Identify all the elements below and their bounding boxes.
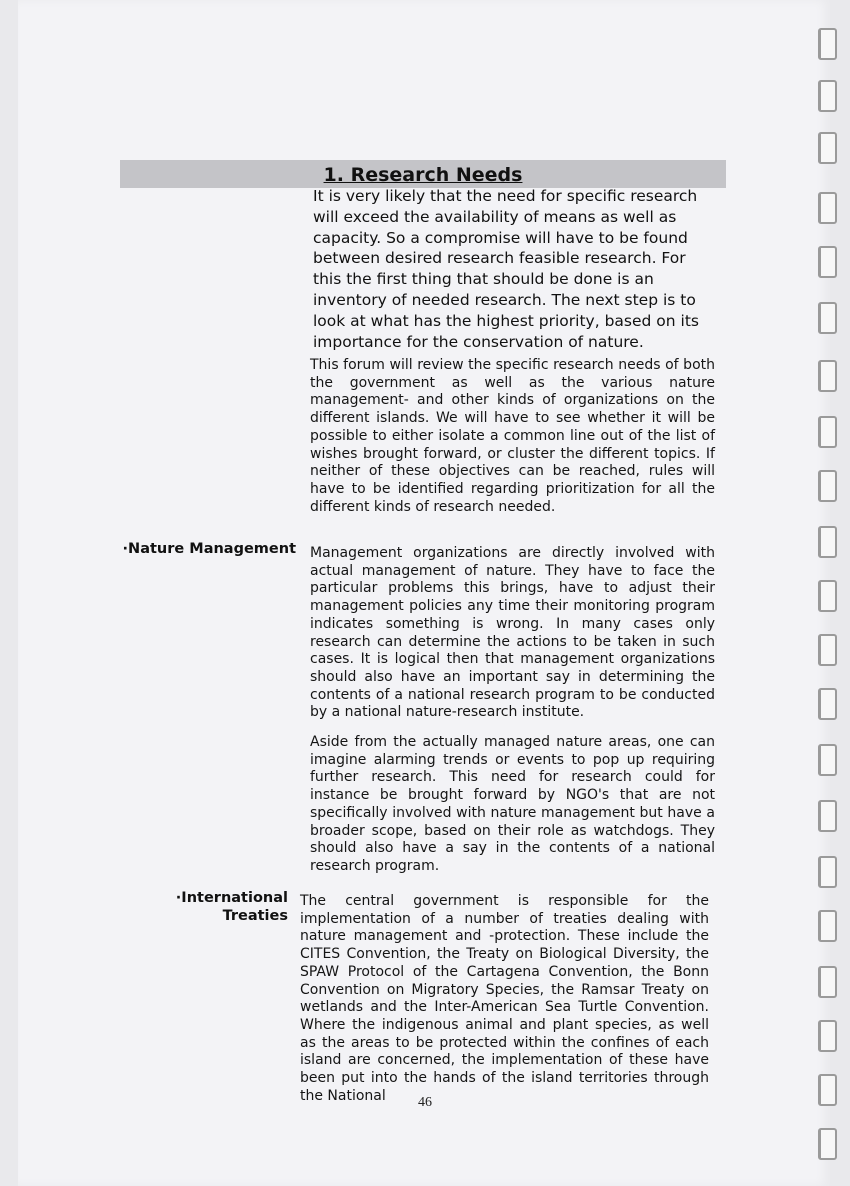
intro-paragraph: It is very likely that the need for specific research will exceed the availability of means as well as capacity. So a compromise will have to be found between desired research feasible research. For this the first thing that should be done is an inventory of needed research. The next step is to look at what has the highest priority, based on its importance for the conservation of nature. <box>313 187 699 351</box>
nature-management-paragraph-1: Management organizations are directly involved with actual management of nature. They have to face the particular problems this brings, have to adjust their management policies any time their monitoring program indicates something is wrong. In many cases only research can determine the actions to be taken in such cases. It is logical then that management organizations should also have an important say in determining the contents of a national research program to be conducted by a national nature-research institute. <box>310 545 715 721</box>
forum-paragraph: This forum will review the specific research needs of both the government as well as the various nature management- and other kinds of organizations on the different islands. We will have to see whether it will be possible to either isolate a common line out of the list of wishes brought forward, or cluster the different topics. If neither of these objectives can be reached, rules will have to be identified regarding prioritization for all the different kinds of research needed. <box>310 357 715 515</box>
nature-management-paragraph-2: Aside from the actually managed nature areas, one can imagine alarming trends or events to pop up requiring further research. This need for research could for instance be brought forward by NGO's that are not specifically involved with nature management but have a broader scope, based on their role as watchdogs. They should also have a say in the contents of a national research program. <box>310 734 715 874</box>
section-header-band <box>120 160 726 188</box>
international-treaties-heading-line2: Treaties <box>222 908 288 924</box>
section-title: 1. Research Needs <box>323 164 523 186</box>
international-treaties-heading <box>100 889 288 925</box>
international-treaties-heading-line1: ·International <box>175 890 288 906</box>
spiral-binding <box>818 20 848 1180</box>
international-treaties-paragraph: The central government is responsible for the implementation of a number of treaties dealing with nature management and -protection. These include the CITES Convention, the Treaty on Biological Diversity, the SPAW Protocol of the Cartagena Convention, the Bonn Convention on Migratory Species, the Ramsar Treaty on wetlands and the Inter-American Sea Turtle Convention. Where the indigenous animal and plant species, as well as the areas to be protected within the confines of each island are concerned, the implementation of these have been put into the hands of the island territories through the National <box>300 893 709 1104</box>
page-number: 46 <box>418 1095 432 1110</box>
nature-management-heading: ·Nature Management <box>122 541 296 557</box>
